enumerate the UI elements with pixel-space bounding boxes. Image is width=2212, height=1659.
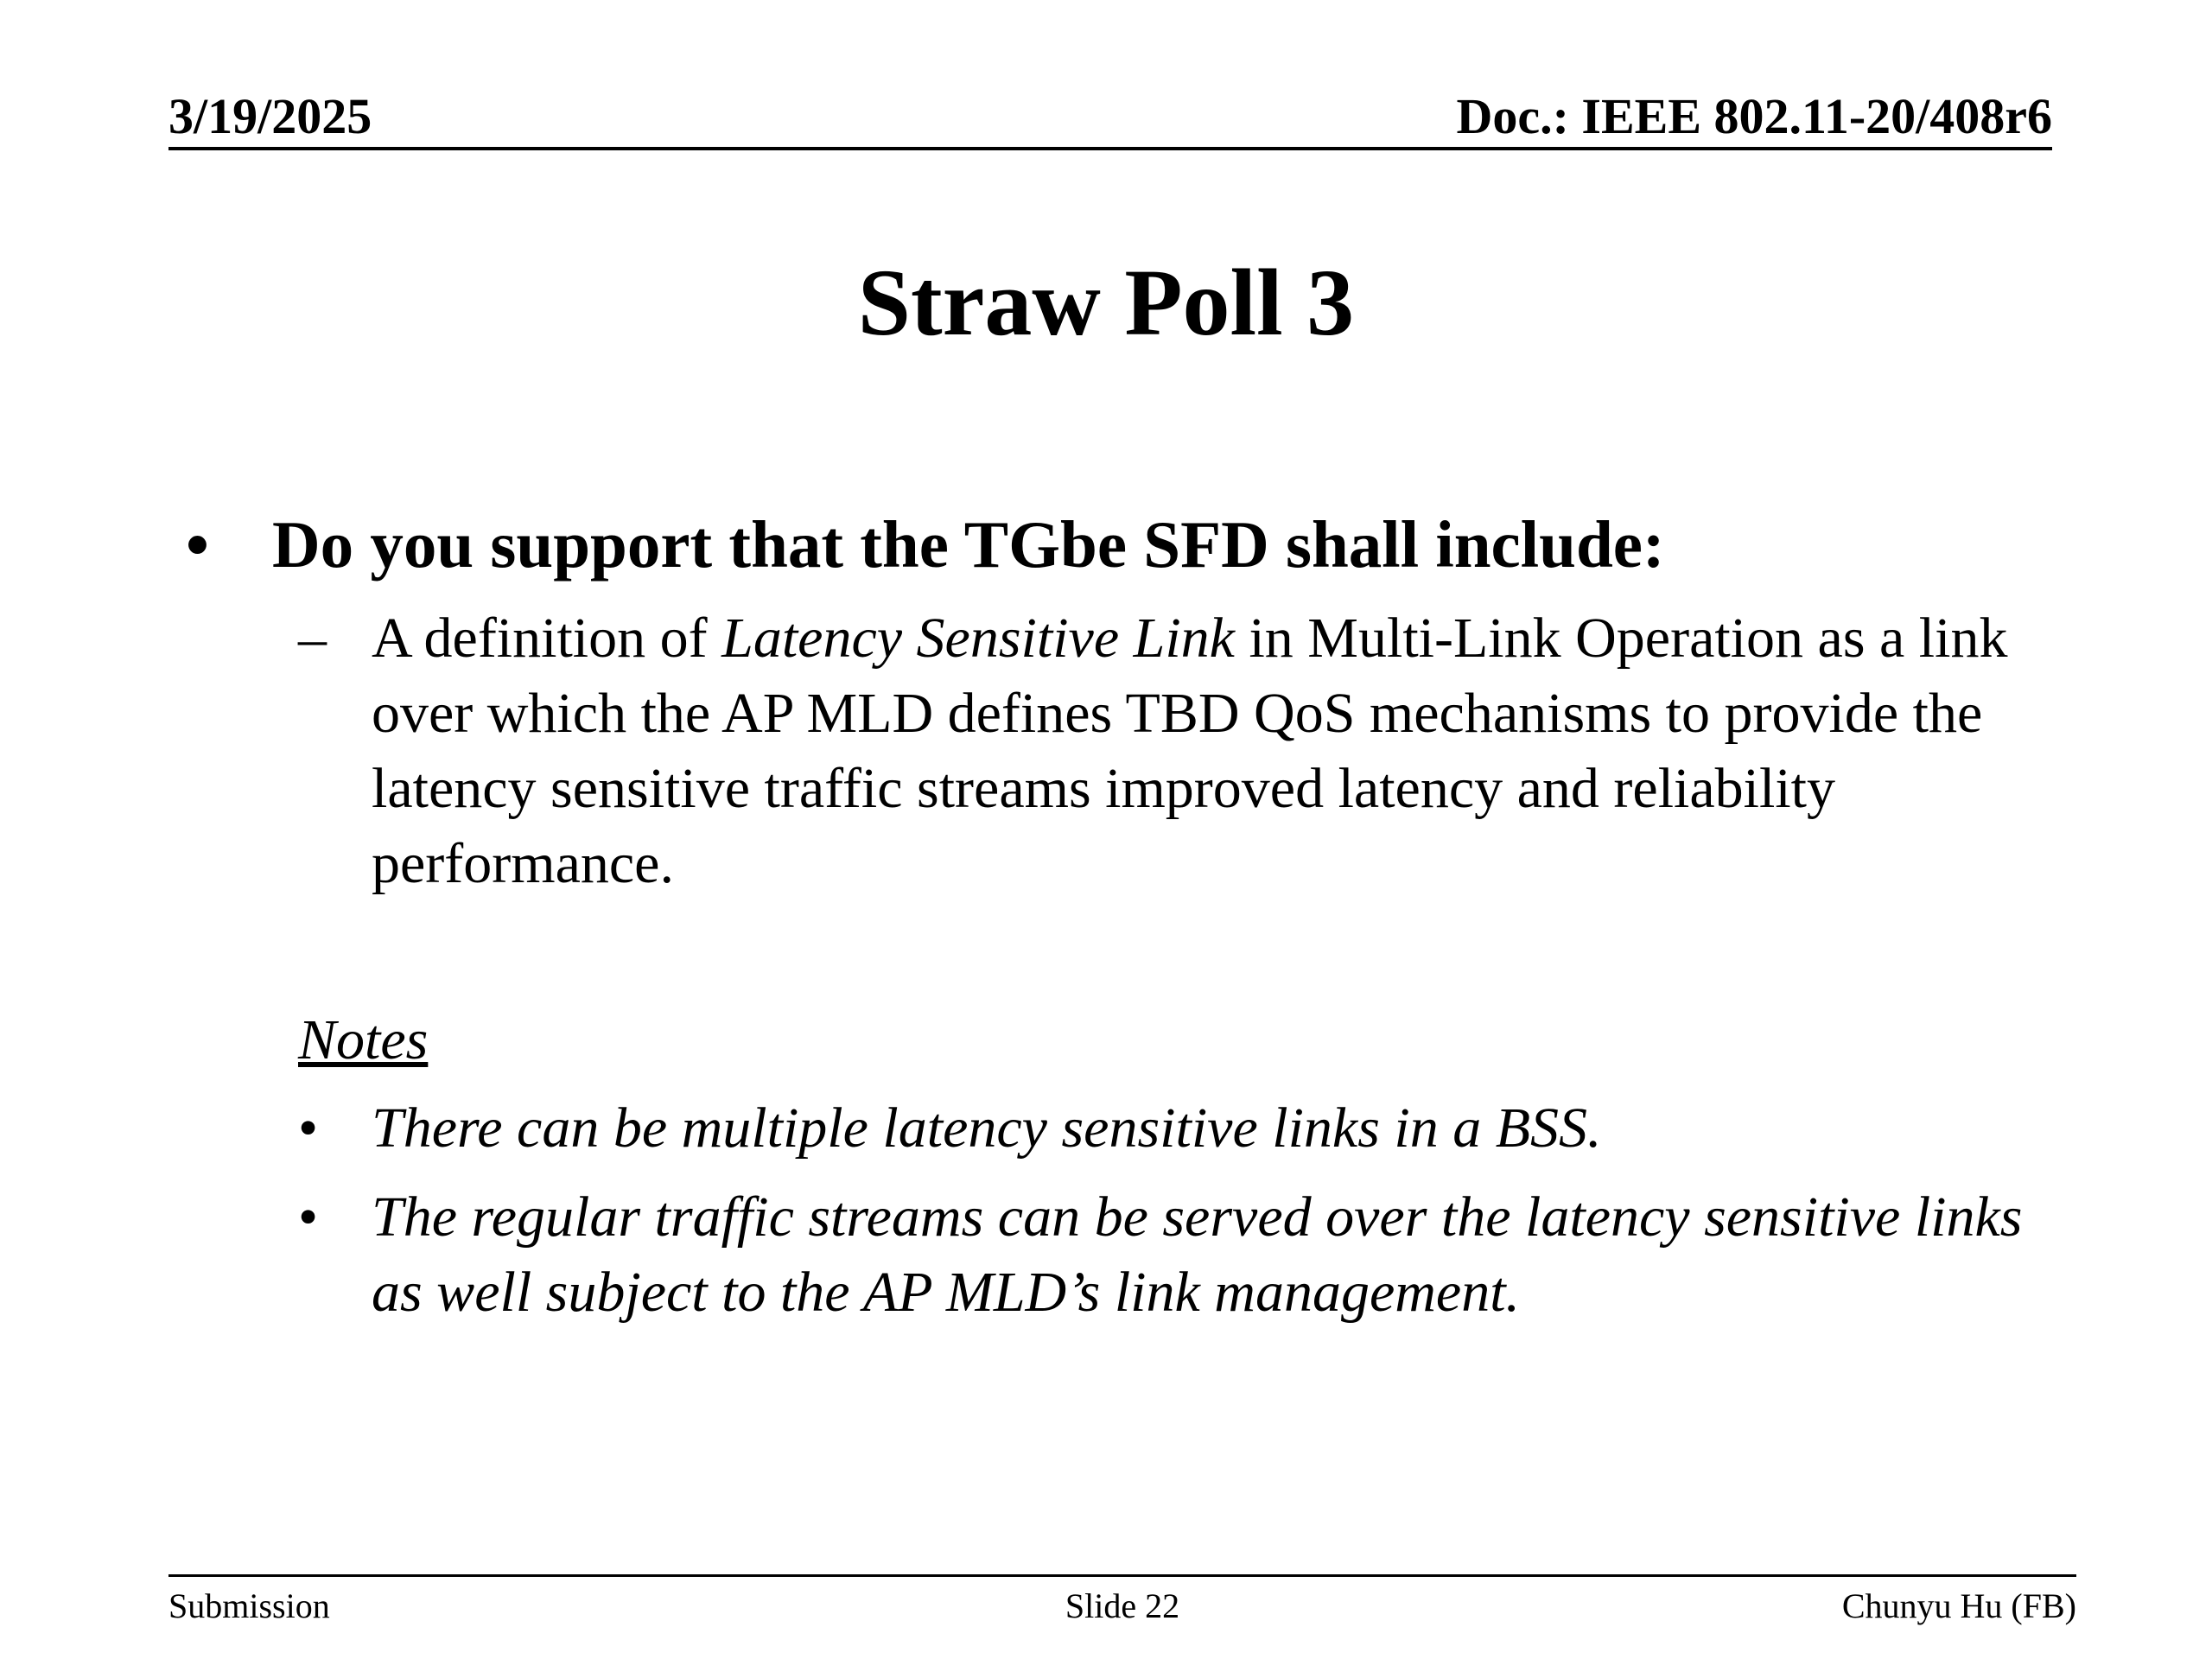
slide-footer [168,1574,2076,1629]
slide-title: Straw Poll 3 [857,250,1355,355]
bullet-marker: • [186,507,209,582]
bullet-marker: • [298,1185,319,1249]
footer-submission: Submission [168,1586,330,1625]
main-bullet-text: Do you support that the TGbe SFD shall include: [272,507,1665,582]
dash-marker: – [298,607,327,670]
sub-text-after: in Multi-Link Operation as a link over which the AP MLD defines TBD QoS mechanisms to provide the latency sensitive traffic streams improved latency and reliability performance. [372,607,2008,895]
footer-slide-number: Slide 22 [1065,1586,1180,1625]
sub-text-before: A definition of [372,607,722,670]
bullet-marker: • [298,1096,319,1160]
header-date: 3/19/2025 [168,88,372,144]
sub-bullet-text [372,601,2078,901]
note-text: There can be multiple latency sensitive links in a BSS. [372,1096,1602,1160]
slide-header [168,86,2052,150]
footer-author: Chunyu Hu (FB) [1841,1586,2076,1625]
sub-text-italic-term: Latency Sensitive Link [721,607,1235,670]
note-text: The regular traffic streams can be served over the latency sensitive links as well subject to the AP MLD’s link management. [372,1185,2023,1324]
header-doc-id: Doc.: IEEE 802.11-20/408r6 [1456,88,2052,144]
notes-heading: Notes [298,1008,429,1071]
